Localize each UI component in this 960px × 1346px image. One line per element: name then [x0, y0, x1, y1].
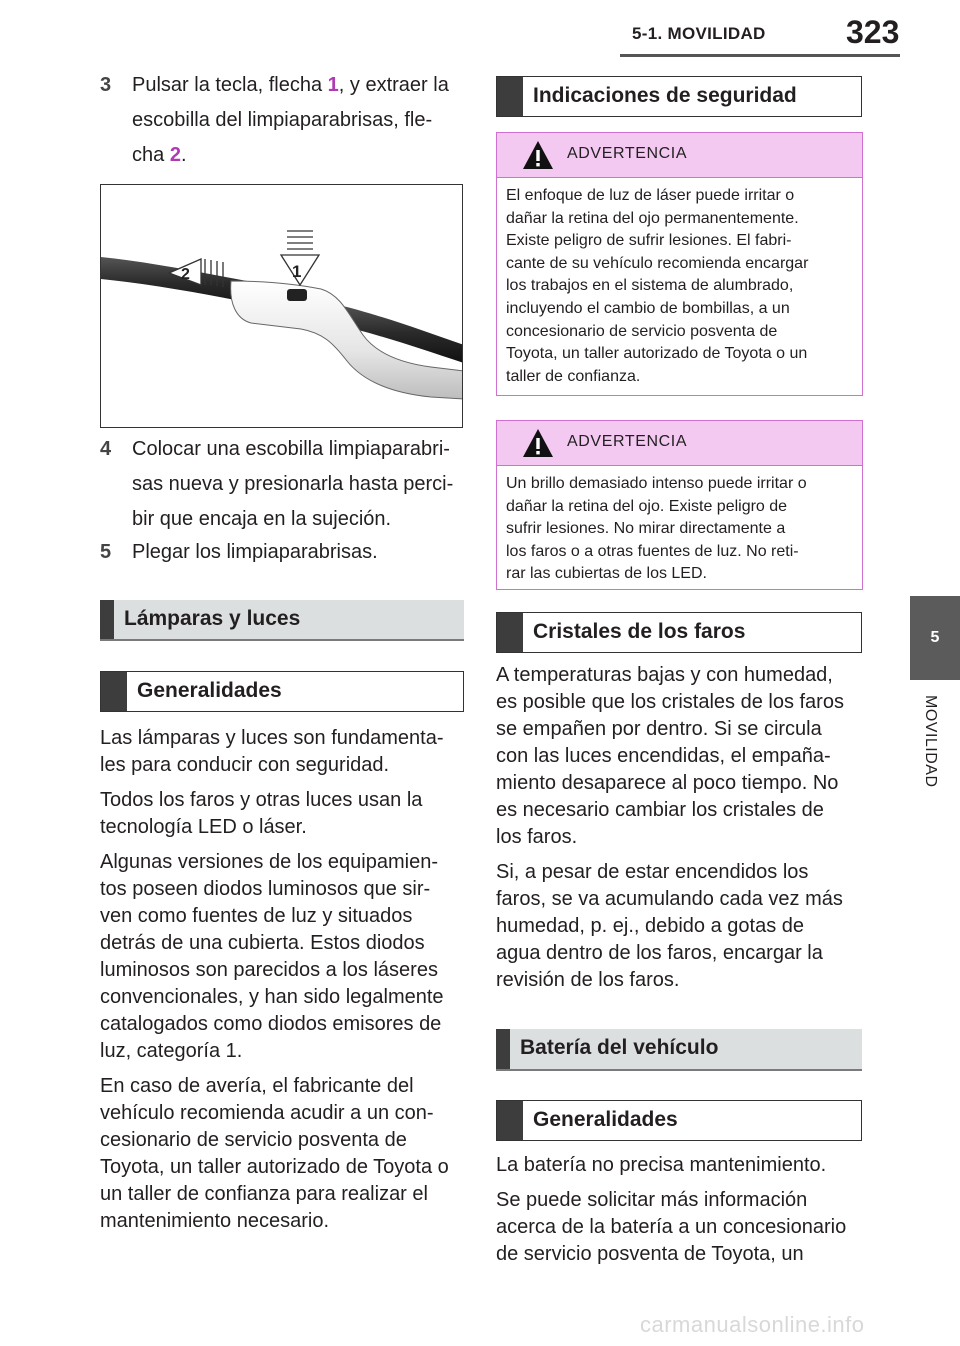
- paragraph: Todos los faros y otras luces usan la tecnología LED o láser.: [100, 789, 423, 838]
- warning-brightness: [496, 420, 863, 590]
- chapter-label: MOVILIDAD: [922, 695, 939, 788]
- step-line: bir que encaja en la sujeción.: [132, 508, 392, 530]
- warning-line: Toyota, un taller autorizado de Toyota o un: [506, 345, 808, 363]
- warning-line: cante de su vehículo recomienda encargar: [506, 254, 809, 272]
- warning-header: [497, 133, 862, 178]
- battery-body: [496, 1152, 876, 1276]
- heading-bar: [101, 672, 127, 711]
- warning-triangle-icon: [521, 427, 555, 459]
- watermark: carmanualsonline.info: [640, 1312, 865, 1337]
- line: revisión de los faros.: [496, 969, 680, 991]
- page-number: 323: [846, 14, 900, 50]
- chapter-tab: [910, 596, 960, 680]
- warning-line: dañar la retina del ojo permanentemente.: [506, 209, 799, 227]
- line: es posible que los cristales de los faros: [496, 691, 844, 713]
- warning-line: rar las cubiertas de los LED.: [506, 565, 707, 583]
- heading-bar: [497, 1101, 523, 1140]
- warning-line: Existe peligro de sufrir lesiones. El fabri-: [506, 232, 792, 250]
- warning-line: sufrir lesiones. No mirar directamente a: [506, 520, 786, 538]
- callout-2: 2: [181, 266, 190, 283]
- text: .: [180, 144, 187, 166]
- paragraph: En caso de avería, el fabricante del vehículo recomienda acudir a un con- cesionario de servicio posventa de Toyota, un taller autorizado de Toyota o un taller de confianza para realizar el mantenimiento necesario.: [100, 1075, 449, 1232]
- step-line: [132, 142, 449, 169]
- line: Se puede solicitar más información: [496, 1189, 808, 1211]
- step-text: [132, 539, 378, 574]
- line: miento desaparece al poco tiempo. No: [496, 772, 839, 794]
- lamps-body: [100, 725, 470, 1243]
- wiper-blade-drawing: [101, 185, 463, 428]
- warning-triangle-icon: [521, 139, 555, 171]
- warning-line: El enfoque de luz de láser puede irritar o: [506, 187, 795, 204]
- paragraph: [496, 1187, 876, 1268]
- warning-title: ADVERTENCIA: [567, 145, 688, 162]
- heading-bar: [497, 77, 523, 116]
- warning-title: ADVERTENCIA: [567, 433, 688, 450]
- paragraph: [496, 662, 876, 851]
- warning-laser: [496, 132, 863, 396]
- header-rule: [620, 54, 900, 57]
- step-line: [132, 72, 449, 99]
- paragraph: Algunas versiones de los equipamien- tos poseen diodos luminosos que sir- ven como fuentes de luz y situados detrás de una cubierta. Estos diodos luminosos son parecidos a los láseres convencionales, y han sido legalmente catalogados como diodos emisores de luz, categoría 1.: [100, 851, 444, 1062]
- step-line: sas nueva y presionarla hasta perci-: [132, 473, 454, 495]
- line: agua dentro de los faros, encargar la: [496, 942, 823, 964]
- section-title: 5-1. MOVILIDAD: [632, 24, 766, 43]
- paragraph: [496, 1152, 876, 1179]
- chapter-number: 5: [930, 629, 940, 646]
- line: los faros.: [496, 826, 578, 848]
- line: de servicio posventa de Toyota, un: [496, 1243, 804, 1265]
- warning-text: [506, 473, 852, 586]
- heading-safety: [496, 76, 862, 117]
- wiper-illustration: [100, 184, 463, 428]
- warning-line: incluyendo el cambio de bombillas, a un: [506, 299, 790, 317]
- step-line: Colocar una escobilla limpiaparabri-: [132, 438, 450, 460]
- warning-header: [497, 421, 862, 466]
- line: A temperaturas bajas y con humedad,: [496, 664, 833, 686]
- warning-line: concesionario de servicio posventa de: [506, 322, 778, 340]
- line: se empañen por dentro. Si se circula: [496, 718, 822, 740]
- line: La batería no precisa mantenimiento.: [496, 1154, 827, 1176]
- heading-text: Indicaciones de seguridad: [533, 84, 797, 107]
- paragraph: [496, 859, 876, 994]
- heading-general-2: [496, 1100, 862, 1141]
- step-number: 3: [100, 74, 112, 96]
- heading-bar: [100, 600, 114, 639]
- line: es necesario cambiar los cristales de: [496, 799, 824, 821]
- warning-line: los trabajos en el sistema de alumbrado,: [506, 277, 794, 295]
- arrow-ref-1: 1: [327, 74, 339, 96]
- step-line: escobilla del limpiaparabrisas, fle-: [132, 109, 433, 131]
- warning-line: taller de confianza.: [506, 367, 641, 385]
- line: acerca de la batería a un concesionario: [496, 1216, 847, 1238]
- heading-lamps: [100, 600, 464, 641]
- text: cha: [132, 144, 170, 166]
- heading-glass: [496, 612, 862, 653]
- line: faros, se va acumulando cada vez más: [496, 888, 843, 910]
- text: Pulsar la tecla, flecha: [132, 74, 328, 96]
- step-line: Plegar los limpiaparabrisas.: [132, 541, 378, 563]
- step-number: 5: [100, 541, 112, 563]
- glass-body: [496, 662, 876, 1002]
- step-text: [132, 436, 453, 541]
- heading-text: Generalidades: [533, 1108, 678, 1131]
- heading-bar: [496, 1029, 510, 1069]
- heading-text: Lámparas y luces: [124, 607, 301, 630]
- step-number: 4: [100, 438, 112, 460]
- line: Si, a pesar de estar encendidos los: [496, 861, 809, 883]
- heading-text: Cristales de los faros: [533, 620, 746, 643]
- callout-1: 1: [292, 262, 302, 281]
- warning-line: Un brillo demasiado intenso puede irritar o: [506, 475, 807, 492]
- heading-text: Batería del vehículo: [520, 1036, 719, 1059]
- arrow-ref-2: 2: [169, 144, 181, 166]
- line: con las luces encendidas, el empaña-: [496, 745, 831, 767]
- paragraph: Las lámparas y luces son fundamenta- les para conducir con seguridad.: [100, 727, 444, 776]
- warning-line: dañar la retina del ojo. Existe peligro de: [506, 497, 788, 515]
- warning-line: los faros o a otras fuentes de luz. No reti-: [506, 542, 799, 560]
- step-text: [132, 72, 449, 177]
- heading-battery: [496, 1029, 862, 1071]
- heading-text: Generalidades: [137, 679, 282, 702]
- heading-bar: [497, 613, 523, 652]
- line: humedad, p. ej., debido a gotas de: [496, 915, 805, 937]
- warning-text: [506, 185, 852, 388]
- text: , y extraer la: [338, 74, 449, 96]
- heading-general: [100, 671, 464, 712]
